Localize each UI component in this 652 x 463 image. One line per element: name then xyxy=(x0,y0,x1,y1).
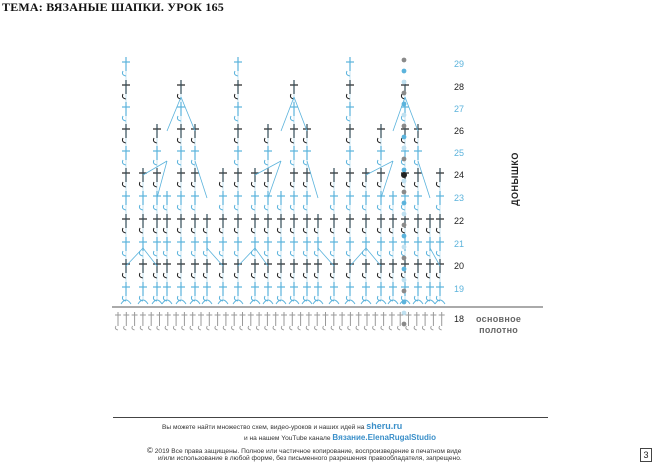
decrease-line xyxy=(294,97,307,131)
stitch-hook xyxy=(234,138,238,143)
base-stitch-hook xyxy=(281,326,284,330)
stitch-hook xyxy=(414,228,418,233)
stitch-hook xyxy=(191,205,195,210)
decrease-line xyxy=(238,248,255,266)
stitch-hook xyxy=(264,251,268,256)
chain-dot xyxy=(402,157,407,162)
stitch-hook xyxy=(377,273,381,278)
stitch-hook xyxy=(251,205,255,210)
stitch-hook xyxy=(234,273,238,278)
stitch-hook xyxy=(163,251,167,256)
stitch-hook xyxy=(163,273,167,278)
copyright-text-1: 2019 Все права защищены. Полное или частичное копирование, воспроизведение в печатном виде xyxy=(154,448,462,455)
stitch-hook xyxy=(346,138,350,143)
chain-dot xyxy=(402,135,407,140)
stitch-hook xyxy=(401,251,405,256)
stitch-hook xyxy=(426,273,430,278)
stitch-hook xyxy=(303,182,307,187)
base-stitch-hook xyxy=(207,326,210,330)
stitch-hook xyxy=(153,182,157,187)
stitch-hook xyxy=(191,138,195,143)
footer-divider xyxy=(113,417,548,418)
stitch-hook xyxy=(389,228,393,233)
chain-dot xyxy=(402,69,407,74)
decrease-line xyxy=(307,161,318,198)
stitch-hook xyxy=(436,228,440,233)
stitch-hook xyxy=(414,251,418,256)
side-label-crown: ДОНЫШКО xyxy=(509,152,520,206)
base-stitch-hook xyxy=(381,326,384,330)
stitch-hook xyxy=(346,205,350,210)
stitch-hook xyxy=(314,228,318,233)
stitch-hook xyxy=(277,205,281,210)
footer-text-2: и на нашем YouTube канале xyxy=(244,435,331,442)
base-stitch-hook xyxy=(182,326,185,330)
copyright-line-1 xyxy=(147,446,652,455)
base-stitch-hook xyxy=(157,326,160,330)
stitch-hook xyxy=(362,273,366,278)
stitch-hook xyxy=(314,251,318,256)
stitch-hook xyxy=(389,273,393,278)
stitch-hook xyxy=(122,182,126,187)
stitch-hook xyxy=(389,205,393,210)
decrease-line xyxy=(430,248,440,266)
stitch-hook xyxy=(219,228,223,233)
base-stitch-hook xyxy=(315,326,318,330)
stitch-hook xyxy=(346,160,350,165)
stitch-hook xyxy=(290,273,294,278)
stitch-hook xyxy=(234,182,238,187)
base-stitch-hook xyxy=(439,326,442,330)
stitch-hook xyxy=(234,71,238,76)
stitch-hook xyxy=(346,228,350,233)
stitch-hook xyxy=(330,228,334,233)
stitch-hook xyxy=(122,94,126,99)
stitch-hook xyxy=(234,94,238,99)
stitch-hook xyxy=(177,160,181,165)
row-number: 22 xyxy=(453,216,465,226)
stitch-hook xyxy=(290,116,294,121)
copyright-text-2: и/или использование в любой форме, без письменного разрешения правообладателя, запрещено. xyxy=(158,455,462,462)
stitch-hook xyxy=(264,205,268,210)
base-stitch-hook xyxy=(373,326,376,330)
stitch-hook xyxy=(436,273,440,278)
stitch-hook xyxy=(153,205,157,210)
row-number-base: 18 xyxy=(453,314,465,324)
stitch-hook xyxy=(234,116,238,121)
stitch-hook xyxy=(330,251,334,256)
base-stitch-hook xyxy=(248,326,251,330)
chain-dot xyxy=(402,201,407,206)
stitch-hook xyxy=(290,228,294,233)
decrease-line xyxy=(366,248,381,266)
base-stitch-hook xyxy=(323,326,326,330)
footer-text-1: Вы можете найти множество схем, видео-уроков и наших идей на xyxy=(162,424,365,431)
stitch-hook xyxy=(346,94,350,99)
chain-dot xyxy=(402,190,407,195)
stitch-hook xyxy=(377,251,381,256)
stitch-hook xyxy=(234,228,238,233)
stitch-hook xyxy=(264,160,268,165)
base-stitch-hook xyxy=(422,326,425,330)
stitch-hook xyxy=(153,228,157,233)
stitch-hook xyxy=(401,228,405,233)
chain-dot xyxy=(402,179,407,184)
base-stitch-hook xyxy=(124,326,127,330)
stitch-hook xyxy=(234,160,238,165)
stitch-hook xyxy=(191,160,195,165)
stitch-hook xyxy=(346,182,350,187)
base-stitch-hook xyxy=(414,326,417,330)
base-stitch-hook xyxy=(398,326,401,330)
stitch-hook xyxy=(203,228,207,233)
base-stitch-hook xyxy=(273,326,276,330)
chain-dot xyxy=(402,223,407,228)
stitch-hook xyxy=(377,182,381,187)
stitch-hook xyxy=(191,273,195,278)
stitch-hook xyxy=(219,251,223,256)
stitch-hook xyxy=(203,273,207,278)
stitch-hook xyxy=(290,182,294,187)
stitch-hook xyxy=(153,160,157,165)
base-fabric-label xyxy=(476,314,521,336)
stitch-hook xyxy=(303,160,307,165)
stitch-hook xyxy=(330,182,334,187)
base-stitch-hook xyxy=(431,326,434,330)
base-stitch-hook xyxy=(115,326,118,330)
stitch-hook xyxy=(203,251,207,256)
stitch-hook xyxy=(251,228,255,233)
page-number: 3 xyxy=(640,448,652,462)
stitch-hook xyxy=(234,251,238,256)
stitch-hook xyxy=(177,273,181,278)
stitch-hook xyxy=(290,138,294,143)
stitch-hook xyxy=(277,228,281,233)
base-stitch-hook xyxy=(364,326,367,330)
chain-dot xyxy=(402,234,407,239)
row-number: 19 xyxy=(453,284,465,294)
row-number: 25 xyxy=(453,148,465,158)
stitch-hook xyxy=(177,116,181,121)
decrease-line xyxy=(181,97,195,131)
stitch-hook xyxy=(377,160,381,165)
stitch-hook xyxy=(401,205,405,210)
stitch-hook xyxy=(122,273,126,278)
footer-line-2 xyxy=(244,433,652,442)
stitch-hook xyxy=(414,182,418,187)
base-stitch-hook xyxy=(190,326,193,330)
decrease-line xyxy=(350,248,366,266)
decrease-line xyxy=(281,97,294,131)
row-number: 27 xyxy=(453,104,465,114)
stitch-hook xyxy=(234,205,238,210)
stitch-hook xyxy=(436,205,440,210)
row-number: 24 xyxy=(453,170,465,180)
page-title: ТЕМА: ВЯЗАНЫЕ ШАПКИ. УРОК 165 xyxy=(2,0,225,14)
base-stitch-hook xyxy=(223,326,226,330)
stitch-hook xyxy=(122,160,126,165)
stitch-hook xyxy=(277,273,281,278)
stitch-hook xyxy=(264,228,268,233)
decrease-line xyxy=(318,248,334,266)
base-stitch-hook xyxy=(198,326,201,330)
stitch-hook xyxy=(177,251,181,256)
stitch-hook xyxy=(389,251,393,256)
decrease-line xyxy=(405,97,418,131)
stitch-hook xyxy=(153,138,157,143)
base-stitch-hook xyxy=(298,326,301,330)
stitch-hook xyxy=(264,273,268,278)
decrease-line xyxy=(143,248,157,266)
stitch-hook xyxy=(251,182,255,187)
stitch-hook xyxy=(122,138,126,143)
stitch-hook xyxy=(414,273,418,278)
chain-dot xyxy=(402,168,407,173)
base-stitch-hook xyxy=(173,326,176,330)
chain-dot xyxy=(402,245,407,250)
base-stitch-hook xyxy=(149,326,152,330)
stitch-hook xyxy=(191,251,195,256)
base-stitch-hook xyxy=(256,326,259,330)
base-stitch-hook xyxy=(265,326,268,330)
base-stitch-hook xyxy=(132,326,135,330)
stitch-hook xyxy=(122,205,126,210)
footer-line-1 xyxy=(162,421,652,431)
stitch-hook xyxy=(377,228,381,233)
base-stitch-hook xyxy=(165,326,168,330)
stitch-hook xyxy=(122,116,126,121)
stitch-hook xyxy=(436,251,440,256)
stitch-hook xyxy=(177,228,181,233)
decrease-line xyxy=(255,248,268,266)
stitch-hook xyxy=(139,228,143,233)
chain-dot xyxy=(402,91,407,96)
row-number: 21 xyxy=(453,239,465,249)
stitch-hook xyxy=(290,160,294,165)
stitch-hook xyxy=(139,205,143,210)
stitch-hook xyxy=(303,273,307,278)
stitch-hook xyxy=(277,251,281,256)
chain-dot xyxy=(402,289,407,294)
base-stitch-hook xyxy=(348,326,351,330)
chain-dot xyxy=(402,322,407,327)
stitch-hook xyxy=(314,273,318,278)
stitch-hook xyxy=(414,160,418,165)
base-stitch-hook xyxy=(389,326,392,330)
base-stitch-hook xyxy=(339,326,342,330)
stitch-hook xyxy=(346,116,350,121)
stitch-hook xyxy=(139,273,143,278)
stitch-hook xyxy=(362,228,366,233)
decrease-line xyxy=(418,161,430,198)
base-stitch-hook xyxy=(240,326,243,330)
stitch-hook xyxy=(414,138,418,143)
chain-dot xyxy=(402,256,407,261)
stitch-hook xyxy=(122,71,126,76)
stitch-hook xyxy=(191,228,195,233)
stitch-hook xyxy=(153,273,157,278)
decrease-line xyxy=(126,248,143,266)
decrease-line xyxy=(195,161,207,198)
stitch-hook xyxy=(219,273,223,278)
base-stitch-hook xyxy=(356,326,359,330)
base-stitch-hook xyxy=(232,326,235,330)
stitch-hook xyxy=(191,182,195,187)
sheru-link[interactable]: sheru.ru xyxy=(366,421,403,431)
base-stitch-hook xyxy=(406,326,409,330)
stitch-hook xyxy=(177,205,181,210)
stitch-hook xyxy=(290,251,294,256)
row-number: 26 xyxy=(453,126,465,136)
row-number: 23 xyxy=(453,193,465,203)
stitch-hook xyxy=(303,138,307,143)
stitch-hook xyxy=(346,71,350,76)
stitch-hook xyxy=(264,138,268,143)
stitch-hook xyxy=(303,251,307,256)
stitch-hook xyxy=(426,251,430,256)
base-stitch-hook xyxy=(140,326,143,330)
stitch-hook xyxy=(436,182,440,187)
stitch-hook xyxy=(401,273,405,278)
marker-dot xyxy=(401,172,407,178)
stitch-hook xyxy=(346,273,350,278)
chain-dot xyxy=(402,124,407,129)
chain-dot xyxy=(402,102,407,107)
row-number: 29 xyxy=(453,59,465,69)
stitch-hook xyxy=(330,273,334,278)
chain-dot xyxy=(402,113,407,118)
base-stitch-hook xyxy=(215,326,218,330)
stitch-hook xyxy=(303,228,307,233)
stitch-hook xyxy=(122,251,126,256)
decrease-line xyxy=(157,161,167,198)
copyright-icon: © xyxy=(147,446,153,455)
stitch-hook xyxy=(330,205,334,210)
stitch-hook xyxy=(177,182,181,187)
chain-dot xyxy=(402,267,407,272)
base-label-line2: полотно xyxy=(479,325,519,335)
stitch-hook xyxy=(346,251,350,256)
stitch-hook xyxy=(177,138,181,143)
stitch-hook xyxy=(426,228,430,233)
stitch-hook xyxy=(251,273,255,278)
stitch-hook xyxy=(264,182,268,187)
base-stitch-hook xyxy=(331,326,334,330)
stitch-hook xyxy=(163,205,167,210)
chain-dot xyxy=(402,212,407,217)
stitch-hook xyxy=(414,205,418,210)
row-number: 20 xyxy=(453,261,465,271)
stitch-hook xyxy=(163,228,167,233)
stitch-hook xyxy=(362,182,366,187)
copyright-line-2 xyxy=(158,455,652,462)
stitch-hook xyxy=(362,205,366,210)
base-label-line1: основное xyxy=(476,314,522,324)
base-stitch-hook xyxy=(306,326,309,330)
base-stitch-hook xyxy=(290,326,293,330)
stitch-hook xyxy=(219,182,223,187)
chain-dot xyxy=(402,58,407,63)
chain-dot xyxy=(402,278,407,283)
stitch-hook xyxy=(122,228,126,233)
stitch-hook xyxy=(153,251,157,256)
stitch-hook xyxy=(219,205,223,210)
row-number: 28 xyxy=(453,82,465,92)
chain-dot xyxy=(402,146,407,151)
stitch-hook xyxy=(290,205,294,210)
stitch-hook xyxy=(303,205,307,210)
stitch-hook xyxy=(377,205,381,210)
stitch-hook xyxy=(139,182,143,187)
decrease-line xyxy=(167,97,181,131)
decrease-line xyxy=(207,248,223,266)
stitch-hook xyxy=(377,138,381,143)
youtube-channel-link[interactable]: Вязание.ElenaRugalStudio xyxy=(332,433,437,442)
chain-dot xyxy=(402,80,407,85)
